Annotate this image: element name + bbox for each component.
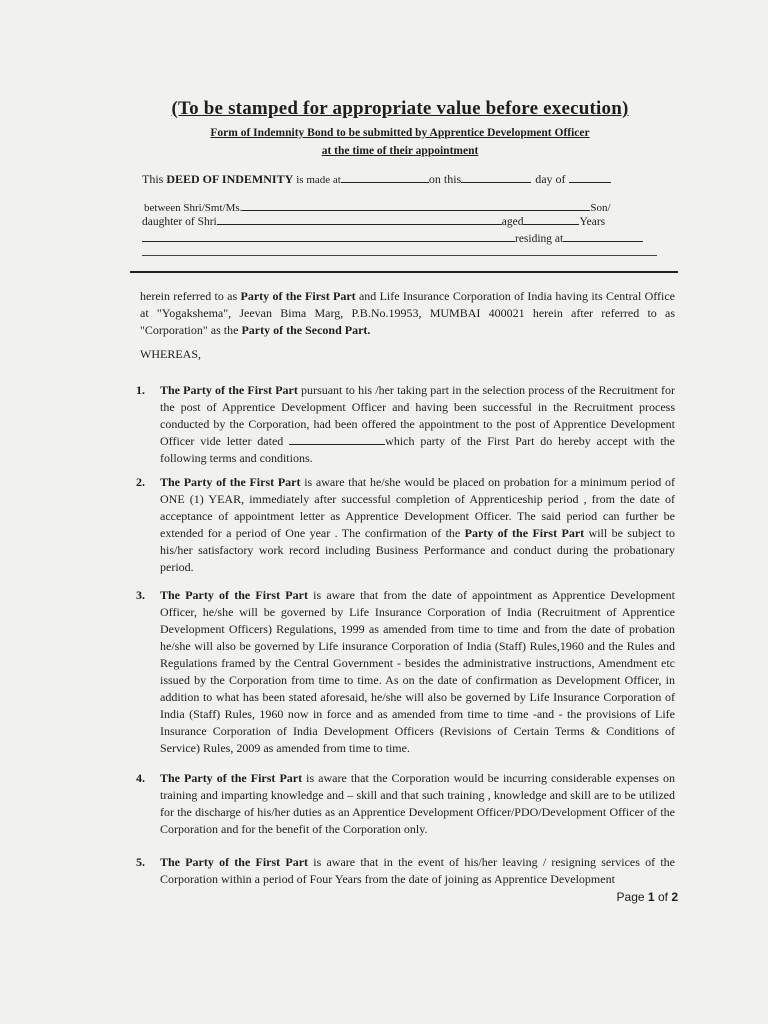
address-blank-1[interactable] <box>142 231 515 242</box>
clause-number: 5. <box>136 855 145 869</box>
clause-3 <box>136 587 675 757</box>
deed-prefix: This <box>142 172 164 186</box>
intro-text-1: herein referred to as <box>140 289 241 303</box>
clause-number: 2. <box>136 475 145 489</box>
page-label: Page <box>616 890 645 904</box>
stamp-title: (To be stamped for appropriate value before execution) <box>171 98 629 119</box>
made-at-label: is made at <box>296 174 341 186</box>
daughter-label: daughter of Shri <box>142 216 217 228</box>
daughter-line <box>142 214 605 228</box>
residing-label: residing at <box>515 233 564 245</box>
intro-bold-2: Party of the Second Part. <box>241 323 371 337</box>
page-current: 1 <box>647 890 655 904</box>
letter-date-blank[interactable] <box>289 434 385 445</box>
clause-text: is aware that the Corporation would be incurring considerable expenses on training and imparting knowledge and – skill and that such training , knowledge and skill are to be utilized for the discharge of his/her duties as an Apprentice Development Officer/PDO/Development Officer of the Corporation and for the benefit of the Corporation only. <box>160 771 675 836</box>
whereas-heading: WHEREAS, <box>140 347 201 361</box>
clause-number: 4. <box>136 771 145 785</box>
father-name-blank[interactable] <box>217 214 502 225</box>
clause-text: is aware that in the event of his/her leaving / resigning services of the Corporation within a period of Four Years from the date of joining as Apprentice Development <box>160 855 675 886</box>
son-label: Son/ <box>590 202 611 214</box>
form-subtitle-2: at the time of their appointment <box>321 145 479 157</box>
between-label: between Shri/Smt/Ms. <box>144 202 243 214</box>
aged-label: aged <box>501 216 524 228</box>
place-blank[interactable] <box>341 172 429 183</box>
deed-bold: DEED OF INDEMNITY <box>166 172 294 186</box>
separator-rule <box>130 271 678 273</box>
residing-line <box>142 231 643 245</box>
clause-text: is aware that he/she would be placed on probation for a minimum period of ONE (1) YEAR, immediately after successful completion of Apprenticeship period , from the date of acceptance of appointment letter as Apprentice Development Officer. The said period can further be extended for a period of One year . The confirmation of the <box>160 475 675 540</box>
clause-party-2: Party of the First Part <box>464 526 585 540</box>
intro-paragraph <box>140 288 675 339</box>
month-blank[interactable] <box>569 172 611 183</box>
name-blank[interactable] <box>242 200 590 211</box>
page-of-label: of <box>657 890 668 904</box>
clause-party: The Party of the First Part <box>160 771 303 785</box>
clause-number: 3. <box>136 588 145 602</box>
clause-party: The Party of the First Part <box>160 588 308 602</box>
form-subtitle: Form of Indemnity Bond to be submitted by Apprentice Development Officer <box>210 127 590 139</box>
day-of-label: day of <box>535 172 566 186</box>
clause-text: is aware that from the date of appointment as Apprentice Development Officer, he/she will be governed by Life Insurance Corporation of India (Recruitment of Apprentice Development Officers) Regulations, 1999 as amended from time to time and from the date of probation he/she will also be governed by Life insurance Corporation of India (Staff) Rules,1960 and the Rules and Regulations framed by the Central Government - besides the administrative instructions, Amendment etc issued by the Corporation from time to time. As on the date of confirmation as Development Officer, in addition to what has been stated aforesaid, he/she will also be governed by Life Insurance Corporation of India (Staff) Rules, 1960 now in force and as amended from time to time -and - the provisions of Life Insurance Corporation of India Development Officers (Revisions of Certain Terms & Conditions of Service) Rules, 2009 as amended from time to time. <box>160 588 675 755</box>
between-line <box>144 200 611 214</box>
clause-text: pursuant to his /her taking part in the selection process of the Recruitment for the post of Apprentice Development Officer and having been successful in the Recruitment process conducted by the Corporation, had been offered the appointment to the post of Apprentice Development Officer vide letter dated <box>160 383 675 448</box>
clause-text-end: which party of the First Part do hereby accept with the following terms and conditions. <box>160 434 675 465</box>
clause-party: The Party of the First Part <box>160 855 309 869</box>
clause-1 <box>136 382 675 467</box>
page-number <box>617 890 678 904</box>
age-blank[interactable] <box>523 214 579 225</box>
address-line <box>142 255 657 256</box>
page-total: 2 <box>671 890 678 904</box>
intro-text-2: and Life Insurance Corporation of India having its Central Office at "Yogakshema", Jeevan Bima Marg, P.B.No.19953, MUMBAI 400021 herein after referred to as "Corporation" as the <box>140 289 676 337</box>
clause-5 <box>136 854 675 888</box>
clause-2 <box>136 474 676 576</box>
intro-bold-1: Party of the First Part <box>240 289 356 303</box>
clause-party: The Party of the First Part <box>160 383 298 397</box>
deed-line <box>142 172 611 187</box>
clause-number: 1. <box>136 383 145 397</box>
date-blank[interactable] <box>461 172 531 183</box>
years-label: Years <box>579 216 606 228</box>
clause-4 <box>136 770 675 838</box>
clause-text-end: will be subject to his/her satisfactory work record including Business Performance and conduct during the probationary period. <box>160 526 676 574</box>
clause-party: The Party of the First Part <box>160 475 301 489</box>
on-this-label: on this <box>428 172 462 186</box>
address-blank-2[interactable] <box>563 231 643 242</box>
